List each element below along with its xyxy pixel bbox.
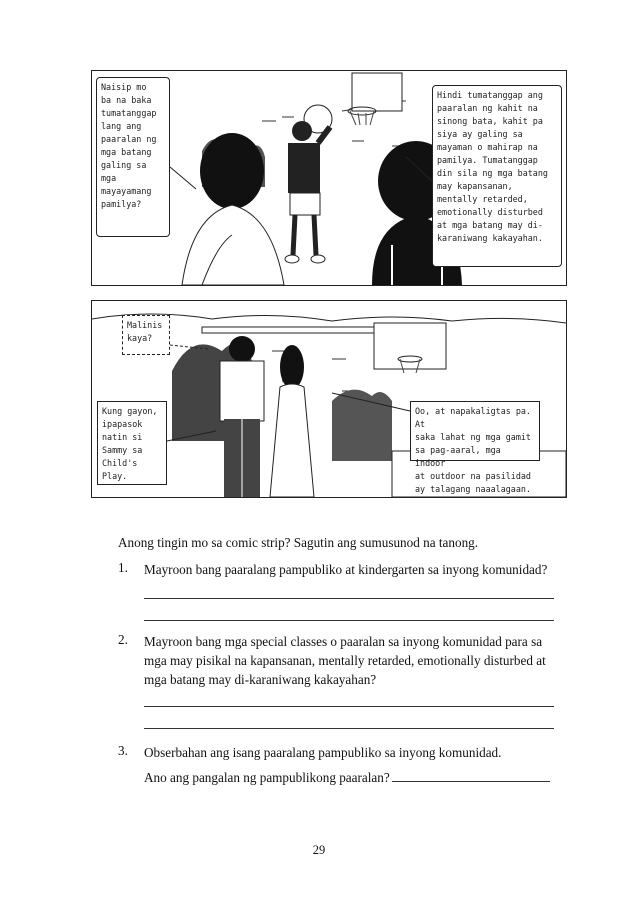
speech-bubble-question: Naisip mo ba na baka tumatanggap lang ang paaralan ng mga batang galing sa mga mayayamang pamilya? [96, 77, 170, 237]
speech-bubble-safe: Oo, at napakaligtas pa. At saka lahat ng mga gamit sa pag-aaral, mga indoor at outdoor na pasilidad ay talagang naaalagaan. [410, 401, 540, 461]
comic-panel-1 [91, 70, 567, 286]
instructions: Anong tingin mo sa comic strip? Sagutin ang sumusunod na tanong. [118, 535, 479, 550]
question-number: 2. [118, 632, 128, 647]
question-text: Mayroon bang mga special classes o paaralan sa inyong komunidad para sa mga may pisikal na kapansanan, mentally retarded, emotionally disturbed at mga batang may di-karaniwang kakayahan? [144, 634, 546, 687]
question-subtext: Ano ang pangalan ng pampublikong paaralan? [144, 770, 390, 785]
question-number: 1. [118, 560, 128, 575]
answer-line[interactable] [144, 706, 554, 707]
answer-line[interactable] [144, 620, 554, 621]
question-text: Mayroon bang paaralang pampubliko at kindergarten sa inyong komunidad? [144, 562, 548, 577]
question-subtext-row [144, 768, 556, 787]
comic-panel-2 [91, 300, 567, 498]
speech-bubble-enroll: Kung gayon, ipapasok natin si Sammy sa Child's Play. [97, 401, 167, 485]
question-number: 3. [118, 743, 128, 758]
thought-bubble-clean: Malinis kaya? [122, 315, 170, 355]
page-number: 29 [312, 843, 326, 857]
answer-line[interactable] [144, 728, 554, 729]
question-text: Obserbahan ang isang paaralang pampubliko sa inyong komunidad. [144, 745, 502, 760]
speech-bubble-answer: Hindi tumatanggap ang paaralan ng kahit na sinong bata, kahit pa siya ay galing sa mayaman o mahirap na pamilya. Tumatanggap din sila ng mga batang may kapansanan, mentally retarded, emotionally disturbed at mga batang may di- karaniwang kakayahan. [432, 85, 562, 267]
answer-line[interactable] [144, 598, 554, 599]
answer-line[interactable] [392, 769, 550, 782]
